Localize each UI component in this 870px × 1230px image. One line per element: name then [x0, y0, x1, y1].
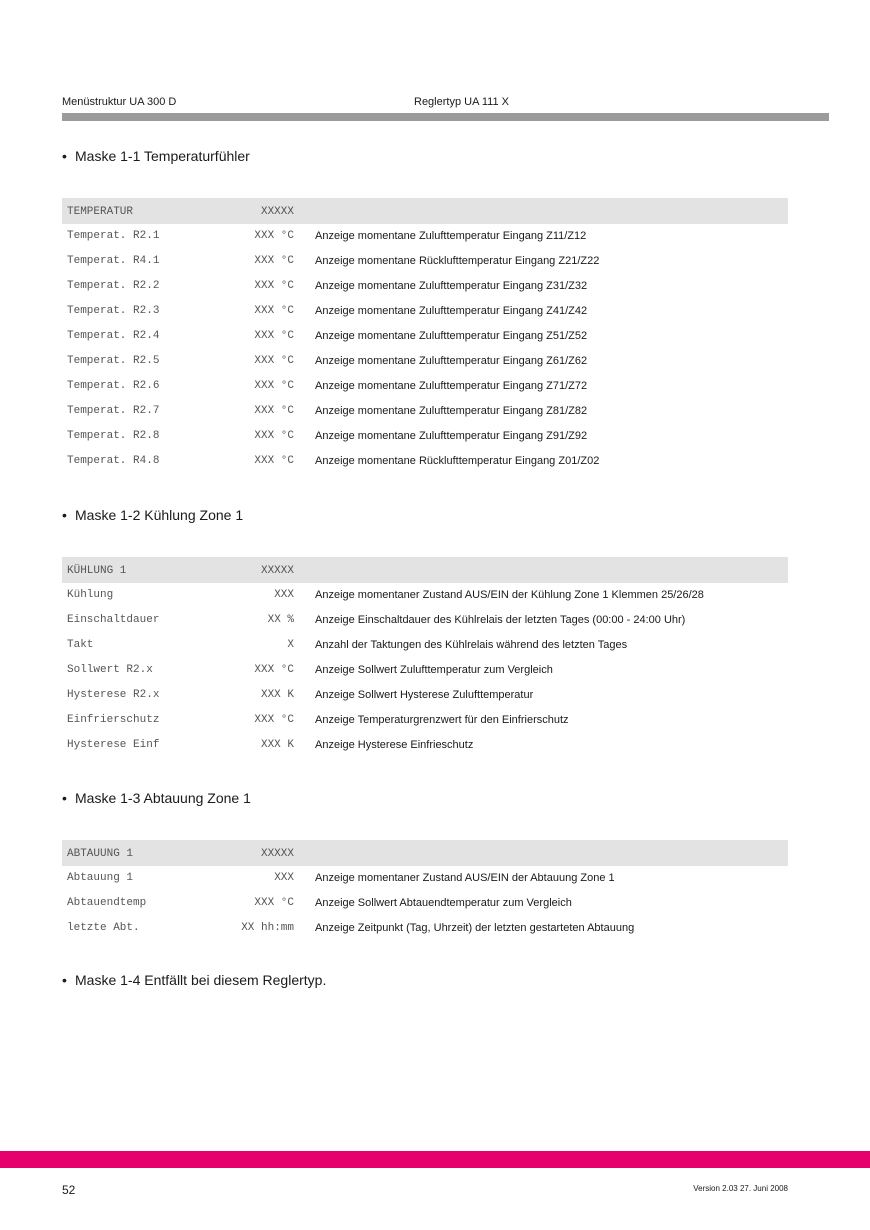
row-name: Hysterese R2.x [67, 689, 160, 701]
header-name: TEMPERATUR [67, 206, 134, 218]
row-description: Anzeige Sollwert Hysterese Zulufttemperatur [315, 689, 534, 701]
row-description: Anzeige momentaner Zustand AUS/EIN der Kühlung Zone 1 Klemmen 25/26/28 [315, 589, 704, 601]
row-name: Temperat. R2.4 [67, 330, 160, 342]
row-value: XXX °C [254, 405, 294, 417]
row-description: Anzeige Einschaltdauer des Kühlrelais der letzten Tages (00:00 - 24:00 Uhr) [315, 614, 686, 626]
row-description: Anzeige Sollwert Abtauendtemperatur zum Vergleich [315, 897, 572, 909]
row-name: letzte Abt. [67, 922, 140, 934]
row-value: XXX °C [254, 897, 294, 909]
row-value: XX % [267, 614, 294, 626]
row-description: Anzeige Temperaturgrenzwert für den Einfrierschutz [315, 714, 569, 726]
table-header-row [62, 557, 788, 583]
table-row [62, 658, 788, 683]
row-value: XXX °C [254, 230, 294, 242]
row-name: Hysterese Einf [67, 739, 160, 751]
row-value: XXX °C [254, 305, 294, 317]
row-description: Anzeige momentaner Zustand AUS/EIN der Abtauung Zone 1 [315, 872, 615, 884]
row-name: Temperat. R2.8 [67, 430, 160, 442]
table-row [62, 424, 788, 449]
row-value: XXX °C [254, 280, 294, 292]
table-row [62, 683, 788, 708]
table-row [62, 299, 788, 324]
footer-accent-bar [0, 1151, 870, 1168]
row-name: Temperat. R2.7 [67, 405, 160, 417]
table-rows [62, 866, 788, 941]
row-value: XXX [274, 872, 294, 884]
table-header-row [62, 198, 788, 224]
table-row [62, 733, 788, 758]
row-name: Temperat. R2.6 [67, 380, 160, 392]
mask-table-cooling [62, 557, 788, 758]
row-name: Temperat. R4.8 [67, 455, 160, 467]
header-document-title: Menüstruktur UA 300 D [62, 96, 177, 108]
mask-table-temperature [62, 198, 788, 474]
row-value: XXX °C [254, 430, 294, 442]
header-value: XXXXX [260, 206, 294, 218]
row-name: Takt [67, 639, 94, 651]
row-value: XXX °C [254, 714, 294, 726]
section-title-mask-1-3: • Maske 1-3 Abtauung Zone 1 [62, 790, 251, 806]
bullet-icon: • [62, 507, 67, 523]
row-description: Anzeige momentane Zulufttemperatur Eingang Z81/Z82 [315, 405, 588, 417]
section-title-mask-1-4: • Maske 1-4 Entfällt bei diesem Reglertyp. [62, 972, 327, 988]
row-description: Anzeige Hysterese Einfrieschutz [315, 739, 474, 751]
table-row [62, 708, 788, 733]
mask-table-defrost [62, 840, 788, 941]
row-value: XXX K [260, 739, 294, 751]
page-number: 52 [62, 1183, 76, 1197]
row-name: Temperat. R4.1 [67, 255, 160, 267]
table-row [62, 449, 788, 474]
row-description: Anzeige momentane Zulufttemperatur Eingang Z71/Z72 [315, 380, 588, 392]
table-row [62, 274, 788, 299]
row-name: Temperat. R2.5 [67, 355, 160, 367]
row-description: Anzeige momentane Zulufttemperatur Eingang Z31/Z32 [315, 280, 588, 292]
row-description: Anzeige momentane Zulufttemperatur Eingang Z41/Z42 [315, 305, 588, 317]
row-name: Abtauung 1 [67, 872, 134, 884]
row-value: XXX °C [254, 664, 294, 676]
table-row [62, 374, 788, 399]
row-name: Temperat. R2.1 [67, 230, 160, 242]
footer-version: Version 2.03 27. Juni 2008 [693, 1184, 788, 1193]
header-name: KÜHLUNG 1 [67, 565, 127, 577]
row-description: Anzeige momentane Zulufttemperatur Eingang Z51/Z52 [315, 330, 588, 342]
row-value: XXX °C [254, 255, 294, 267]
row-description: Anzeige momentane Zulufttemperatur Eingang Z61/Z62 [315, 355, 588, 367]
row-name: Abtauendtemp [67, 897, 147, 909]
table-row [62, 633, 788, 658]
section-title-mask-1-1: • Maske 1-1 Temperaturfühler [62, 148, 250, 164]
row-name: Einschaltdauer [67, 614, 160, 626]
table-row [62, 866, 788, 891]
section-title-mask-1-2: • Maske 1-2 Kühlung Zone 1 [62, 507, 244, 523]
row-value: XXX [274, 589, 294, 601]
row-name: Temperat. R2.2 [67, 280, 160, 292]
row-value: X [287, 639, 294, 651]
table-rows [62, 583, 788, 758]
row-value: XXX °C [254, 380, 294, 392]
row-description: Anzeige Sollwert Zulufttemperatur zum Vergleich [315, 664, 553, 676]
row-name: Einfrierschutz [67, 714, 160, 726]
row-name: Sollwert R2.x [67, 664, 153, 676]
table-row [62, 399, 788, 424]
table-row [62, 324, 788, 349]
table-rows [62, 224, 788, 474]
bullet-icon: • [62, 972, 67, 988]
table-row [62, 891, 788, 916]
table-row [62, 224, 788, 249]
row-value: XXX °C [254, 455, 294, 467]
table-header-row [62, 840, 788, 866]
header-value: XXXXX [260, 848, 294, 860]
row-name: Kühlung [67, 589, 114, 601]
row-description: Anzeige momentane Rücklufttemperatur Eingang Z21/Z22 [315, 255, 600, 267]
header-controller-type: Reglertyp UA 111 X [414, 96, 509, 108]
row-description: Anzahl der Taktungen des Kühlrelais während des letzten Tages [315, 639, 628, 651]
table-row [62, 583, 788, 608]
row-value: XXX °C [254, 355, 294, 367]
header-value: XXXXX [260, 565, 294, 577]
header-name: ABTAUUNG 1 [67, 848, 134, 860]
row-description: Anzeige momentane Zulufttemperatur Eingang Z11/Z12 [315, 230, 587, 242]
row-description: Anzeige momentane Zulufttemperatur Eingang Z91/Z92 [315, 430, 588, 442]
table-row [62, 608, 788, 633]
row-value: XX hh:mm [241, 922, 294, 934]
bullet-icon: • [62, 790, 67, 806]
bullet-icon: • [62, 148, 67, 164]
table-row [62, 249, 788, 274]
row-name: Temperat. R2.3 [67, 305, 160, 317]
table-row [62, 349, 788, 374]
row-value: XXX °C [254, 330, 294, 342]
header-divider-bar [62, 113, 829, 121]
table-row [62, 916, 788, 941]
row-value: XXX K [260, 689, 294, 701]
row-description: Anzeige Zeitpunkt (Tag, Uhrzeit) der letzten gestarteten Abtauung [315, 922, 635, 934]
row-description: Anzeige momentane Rücklufttemperatur Eingang Z01/Z02 [315, 455, 600, 467]
